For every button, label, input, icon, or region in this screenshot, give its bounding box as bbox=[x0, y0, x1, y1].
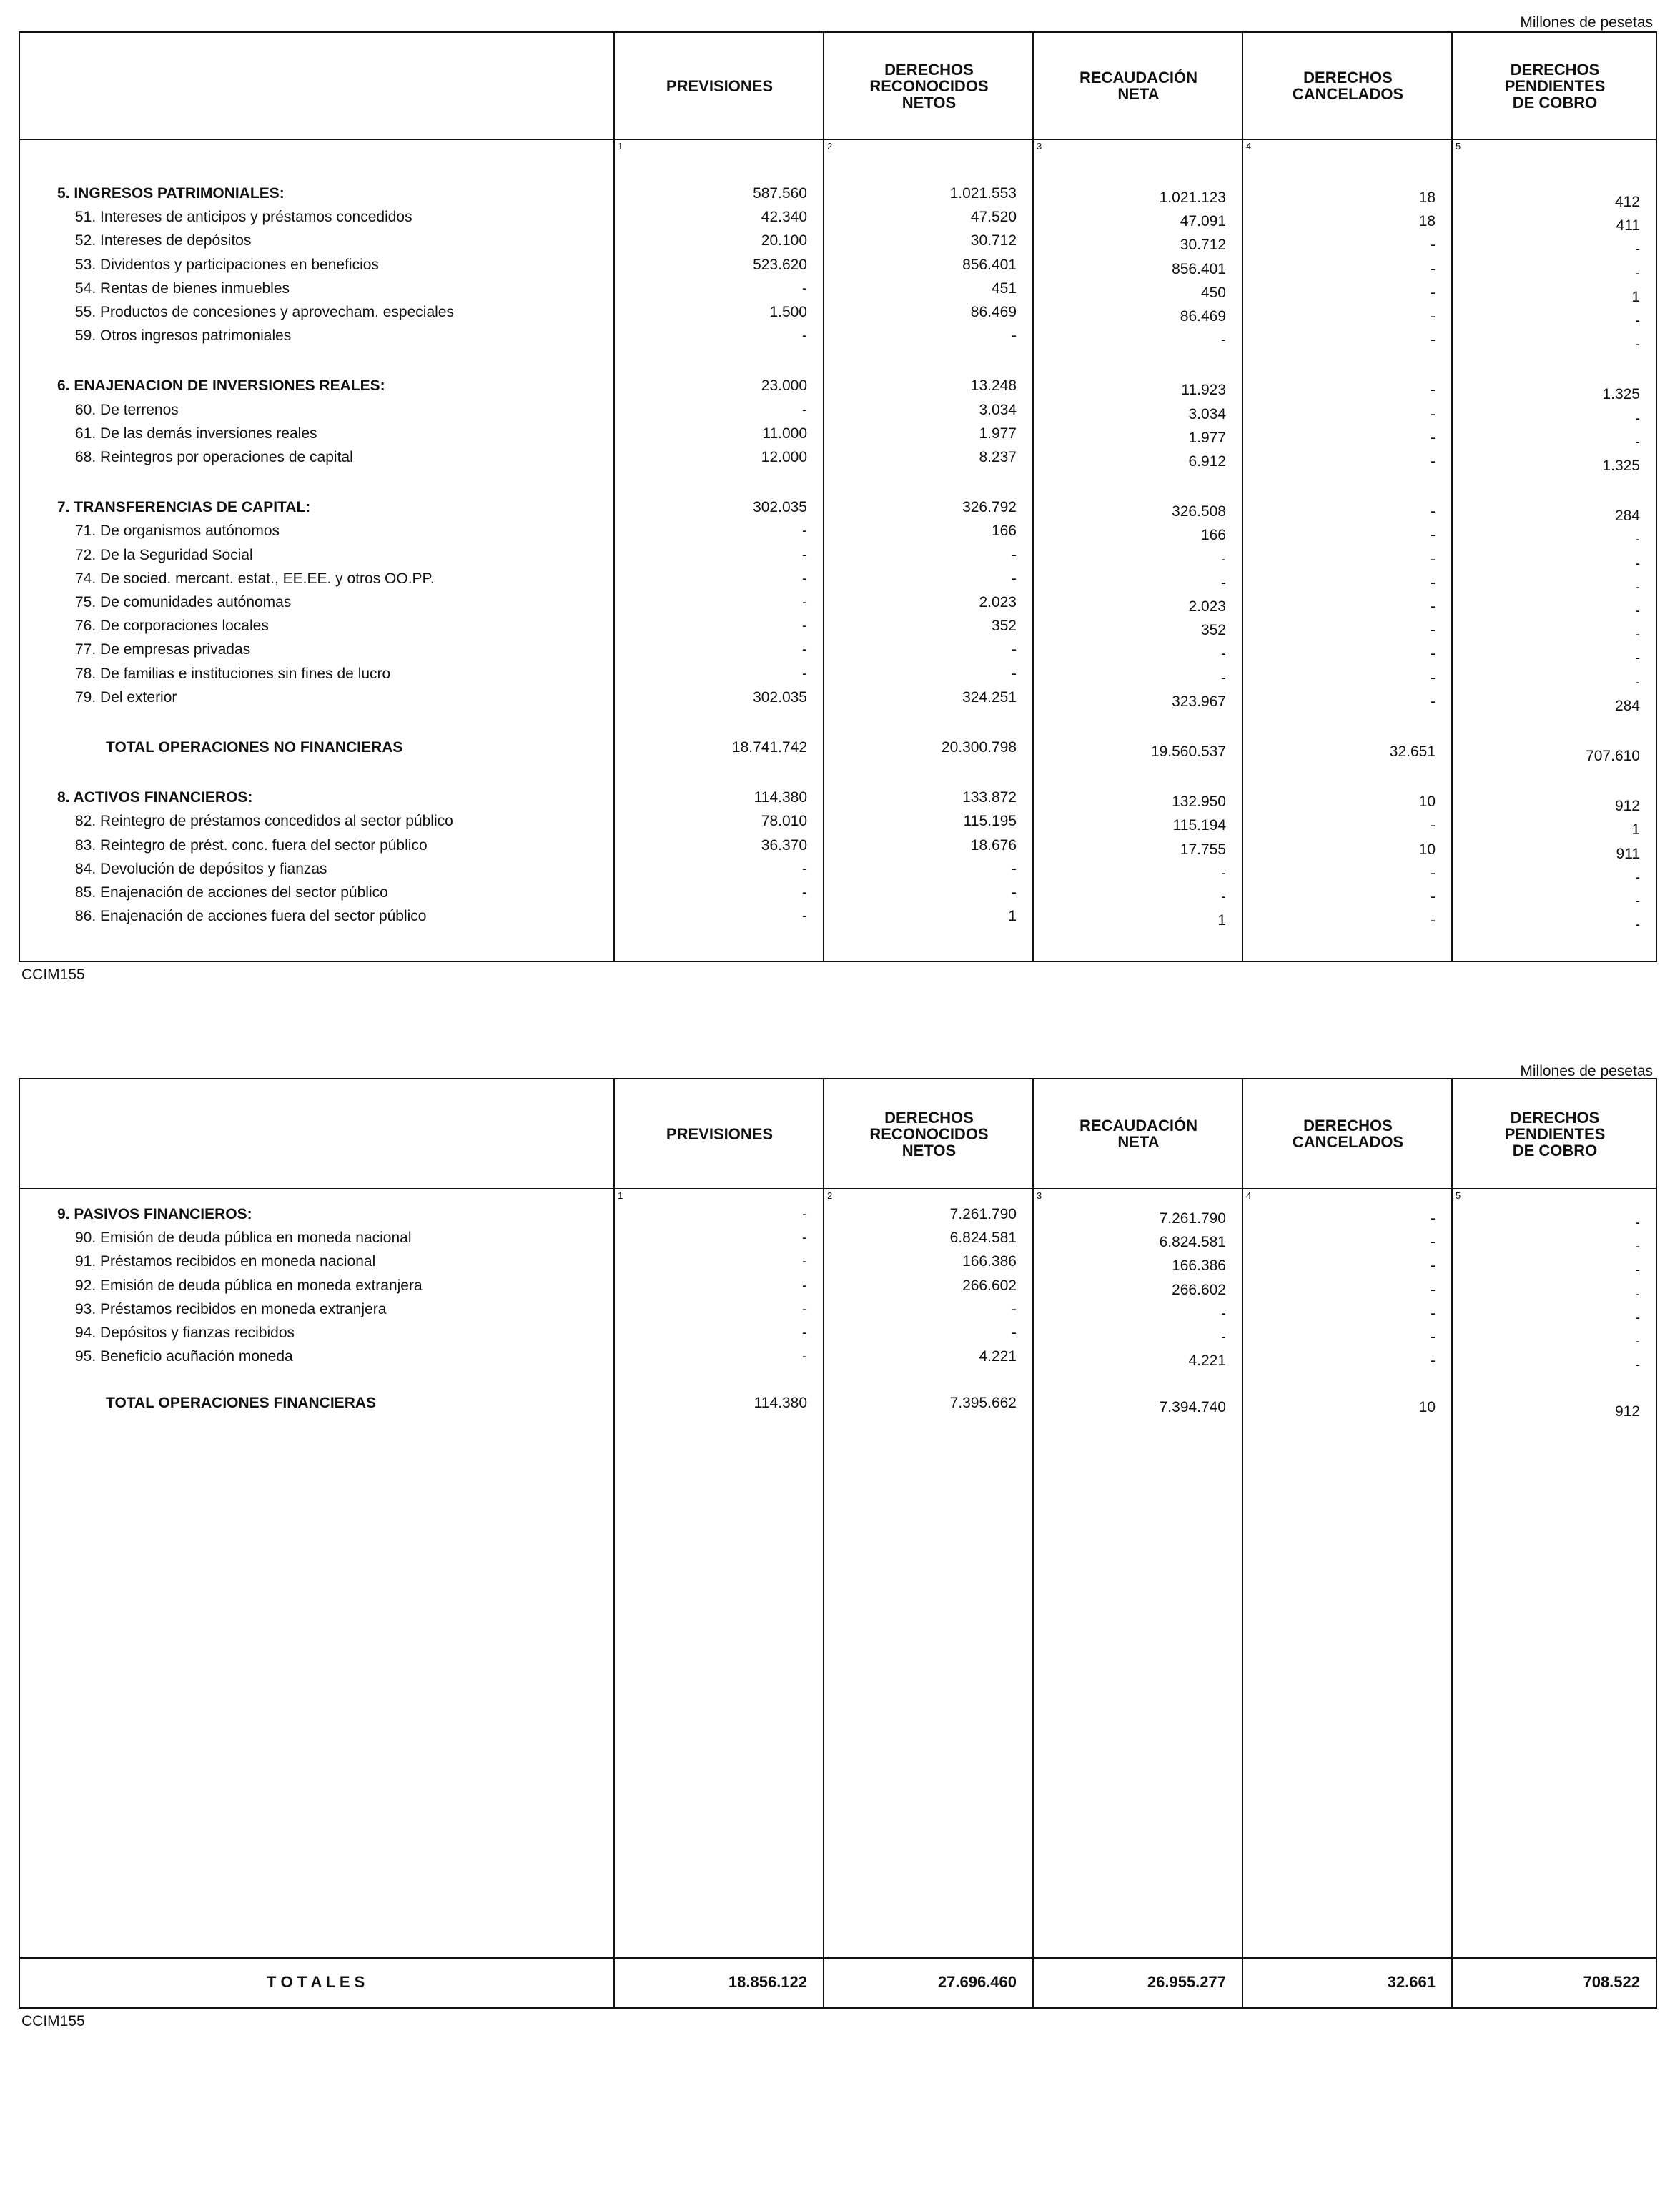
cell-value: 32.651 bbox=[1389, 743, 1436, 760]
row-label: TOTAL OPERACIONES FINANCIERAS bbox=[106, 1395, 377, 1412]
table-row bbox=[20, 543, 1656, 572]
cell-value: 30.712 bbox=[1180, 237, 1226, 254]
cell-value: - bbox=[1431, 550, 1436, 568]
cell-value: - bbox=[1431, 429, 1436, 446]
column-header: DERECHOS CANCELADOS bbox=[1292, 69, 1404, 103]
row-label: 85. Enajenación de acciones del sector público bbox=[75, 884, 388, 901]
cell-value: 133.872 bbox=[962, 789, 1017, 806]
cell-value: 30.712 bbox=[970, 232, 1017, 249]
cell-value: - bbox=[802, 1253, 807, 1270]
cell-value: 42.340 bbox=[761, 209, 807, 226]
cell-value: - bbox=[1635, 1285, 1640, 1302]
row-label: 55. Productos de concesiones y aprovecham. especiales bbox=[75, 304, 454, 320]
cell-value: - bbox=[1012, 546, 1017, 563]
row-label: 84. Devolución de depósitos y fianzas bbox=[75, 860, 327, 877]
cell-value: 587.560 bbox=[753, 185, 807, 202]
cell-value: - bbox=[1431, 912, 1436, 929]
row-label: 91. Préstamos recibidos en moneda nacional bbox=[75, 1253, 376, 1270]
cell-value: 1.977 bbox=[979, 425, 1017, 442]
column-number: 5 bbox=[1456, 141, 1461, 152]
total-row bbox=[20, 736, 1656, 764]
table-row bbox=[20, 324, 1656, 353]
cell-value: - bbox=[1431, 574, 1436, 591]
cell-value: 1.021.123 bbox=[1159, 189, 1226, 206]
cell-value: - bbox=[1012, 570, 1017, 587]
cell-value: 302.035 bbox=[753, 688, 807, 706]
column-header: RECAUDACIÓN NETA bbox=[1079, 69, 1197, 103]
cell-value: - bbox=[1431, 453, 1436, 470]
table-row bbox=[20, 590, 1656, 619]
cell-value: 36.370 bbox=[761, 836, 807, 854]
cell-value: 166 bbox=[1200, 527, 1226, 544]
cell-value: 1 bbox=[1217, 912, 1226, 929]
table-row bbox=[20, 857, 1656, 886]
cell-value: 10 bbox=[1418, 793, 1436, 811]
cell-value: - bbox=[1221, 550, 1226, 568]
totales-value: 708.522 bbox=[1583, 1973, 1640, 1991]
cell-value: - bbox=[1012, 641, 1017, 658]
cell-value: 7.394.740 bbox=[1159, 1399, 1226, 1416]
cell-value: - bbox=[802, 523, 807, 540]
cell-value: - bbox=[1431, 332, 1436, 349]
cell-value: - bbox=[1431, 237, 1436, 254]
cell-value: 1 bbox=[1008, 908, 1017, 925]
unit-label: Millones de pesetas bbox=[1520, 1063, 1653, 1079]
total-row bbox=[20, 1391, 1656, 1420]
cell-value: - bbox=[1635, 1215, 1640, 1231]
section-row bbox=[20, 374, 1656, 403]
header-divider bbox=[20, 139, 1656, 140]
column-number: 4 bbox=[1246, 1190, 1252, 1201]
column-number: 4 bbox=[1246, 141, 1252, 152]
cell-value: - bbox=[802, 327, 807, 345]
row-label: 54. Rentas de bienes inmuebles bbox=[75, 280, 290, 297]
cell-value: - bbox=[1221, 332, 1226, 349]
cell-value: - bbox=[1431, 693, 1436, 710]
table-row bbox=[20, 1297, 1656, 1326]
cell-value: 8.237 bbox=[979, 449, 1017, 465]
row-label: 51. Intereses de anticipos y préstamos concedidos bbox=[75, 209, 412, 226]
cell-value: 326.508 bbox=[1172, 503, 1226, 520]
totales-value: 27.696.460 bbox=[937, 1973, 1017, 1991]
cell-value: 47.520 bbox=[970, 209, 1017, 226]
column-number: 2 bbox=[827, 1190, 833, 1201]
cell-value: - bbox=[802, 570, 807, 587]
column-number: 3 bbox=[1037, 141, 1042, 152]
cell-value: 11.923 bbox=[1181, 382, 1226, 399]
cell-value: - bbox=[1635, 531, 1640, 548]
cell-value: - bbox=[802, 665, 807, 682]
row-label: 83. Reintegro de prést. conc. fuera del sector público bbox=[75, 836, 428, 854]
cell-value: - bbox=[1635, 1357, 1640, 1374]
cell-value: - bbox=[1431, 405, 1436, 422]
cell-value: 18 bbox=[1418, 213, 1436, 230]
totales-row bbox=[20, 1957, 1656, 2007]
cell-value: - bbox=[1635, 264, 1640, 282]
cell-value: - bbox=[1221, 669, 1226, 686]
cell-value: 266.602 bbox=[1172, 1281, 1226, 1298]
cell-value: 20.300.798 bbox=[941, 739, 1017, 756]
cell-value: 17.755 bbox=[1180, 841, 1226, 858]
row-label: 8. ACTIVOS FINANCIEROS: bbox=[57, 789, 253, 806]
cell-value: - bbox=[1221, 889, 1226, 905]
cell-value: - bbox=[1431, 382, 1436, 399]
cell-value: - bbox=[1431, 284, 1436, 301]
row-label: 95. Beneficio acuñación moneda bbox=[75, 1348, 293, 1365]
totales-value: 32.661 bbox=[1387, 1973, 1436, 1991]
cell-value: 3.034 bbox=[979, 401, 1017, 418]
table-row bbox=[20, 253, 1656, 282]
cell-value: 912 bbox=[1614, 1403, 1640, 1420]
column-header: RECAUDACIÓN NETA bbox=[1079, 1117, 1197, 1151]
cell-value: - bbox=[802, 546, 807, 563]
cell-value: - bbox=[1635, 1262, 1640, 1279]
row-label: TOTAL OPERACIONES NO FINANCIERAS bbox=[106, 739, 403, 756]
row-label: 78. De familias e instituciones sin fines de lucro bbox=[75, 665, 391, 682]
row-label: 74. De socied. mercant. estat., EE.EE. y otros OO.PP. bbox=[75, 570, 435, 587]
cell-value: 166 bbox=[991, 523, 1017, 540]
totales-label: T O T A L E S bbox=[267, 1973, 365, 1991]
budget-table-page-2 bbox=[19, 1078, 1657, 2009]
cell-value: - bbox=[1431, 598, 1436, 615]
cell-value: 912 bbox=[1614, 798, 1640, 815]
cell-value: - bbox=[1635, 312, 1640, 329]
table-row bbox=[20, 567, 1656, 595]
cell-value: 78.010 bbox=[761, 813, 807, 830]
cell-value: - bbox=[1012, 884, 1017, 901]
cell-value: - bbox=[1431, 817, 1436, 834]
unit-label: Millones de pesetas bbox=[1520, 14, 1653, 31]
cell-value: - bbox=[1431, 503, 1436, 520]
row-label: 7. TRANSFERENCIAS DE CAPITAL: bbox=[57, 499, 311, 516]
row-label: 52. Intereses de depósitos bbox=[75, 232, 252, 249]
row-label: 90. Emisión de deuda pública en moneda nacional bbox=[75, 1230, 412, 1247]
totales-value: 18.856.122 bbox=[728, 1973, 807, 1991]
cell-value: 47.091 bbox=[1180, 213, 1226, 230]
cell-value: 2.023 bbox=[979, 594, 1017, 610]
table-row bbox=[20, 1274, 1656, 1302]
row-label: 77. De empresas privadas bbox=[75, 641, 251, 658]
table-row bbox=[20, 519, 1656, 548]
row-label: 76. De corporaciones locales bbox=[75, 618, 269, 635]
table-row bbox=[20, 662, 1656, 691]
cell-value: 284 bbox=[1614, 508, 1640, 525]
column-header: DERECHOS CANCELADOS bbox=[1292, 1117, 1404, 1151]
table-row bbox=[20, 638, 1656, 667]
column-header: DERECHOS RECONOCIDOS NETOS bbox=[869, 1108, 989, 1159]
section-row bbox=[20, 495, 1656, 525]
cell-value: 1.500 bbox=[769, 304, 807, 320]
cell-value: - bbox=[802, 860, 807, 877]
row-label: 82. Reintegro de préstamos concedidos al sector público bbox=[75, 813, 453, 830]
cell-value: 323.967 bbox=[1172, 693, 1226, 710]
cell-value: 1 bbox=[1631, 288, 1640, 305]
cell-value: 18.676 bbox=[970, 836, 1017, 854]
cell-value: - bbox=[1431, 527, 1436, 544]
cell-value: 1.021.553 bbox=[949, 185, 1017, 202]
cell-value: 13.248 bbox=[970, 377, 1017, 395]
cell-value: - bbox=[1431, 889, 1436, 905]
cell-value: - bbox=[802, 1348, 807, 1365]
cell-value: - bbox=[1635, 869, 1640, 886]
cell-value: - bbox=[1635, 626, 1640, 643]
cell-value: 1.325 bbox=[1602, 458, 1640, 474]
cell-value: - bbox=[1431, 1257, 1436, 1275]
cell-value: - bbox=[802, 908, 807, 925]
cell-value: 18.741.742 bbox=[731, 739, 807, 756]
cell-value: - bbox=[1635, 555, 1640, 572]
cell-value: 114.380 bbox=[753, 789, 807, 806]
cell-value: - bbox=[1431, 1281, 1436, 1298]
cell-value: - bbox=[1635, 410, 1640, 427]
table-row bbox=[20, 205, 1656, 234]
cell-value: 18 bbox=[1418, 189, 1436, 206]
cell-value: 3.034 bbox=[1188, 405, 1226, 422]
cell-value: - bbox=[1431, 646, 1436, 663]
row-label: 61. De las demás inversiones reales bbox=[75, 425, 317, 442]
cell-value: 132.950 bbox=[1172, 793, 1226, 811]
cell-value: 20.100 bbox=[761, 232, 807, 249]
cell-value: 115.194 bbox=[1172, 817, 1226, 834]
cell-value: - bbox=[1635, 603, 1640, 619]
cell-value: 302.035 bbox=[753, 499, 807, 516]
cell-value: - bbox=[1012, 1300, 1017, 1317]
column-number: 3 bbox=[1037, 1190, 1042, 1201]
cell-value: - bbox=[1431, 1305, 1436, 1322]
cell-value: 114.380 bbox=[753, 1395, 807, 1412]
header-divider bbox=[20, 1188, 1656, 1190]
cell-value: 12.000 bbox=[761, 449, 807, 465]
row-label: 93. Préstamos recibidos en moneda extranjera bbox=[75, 1300, 387, 1317]
cell-value: 1.977 bbox=[1188, 429, 1226, 446]
row-label: 5. INGRESOS PATRIMONIALES: bbox=[57, 185, 285, 202]
table-row bbox=[20, 277, 1656, 305]
table-row bbox=[20, 1321, 1656, 1350]
cell-value: - bbox=[1635, 241, 1640, 258]
cell-value: 19.560.537 bbox=[1150, 743, 1226, 760]
table-row bbox=[20, 686, 1656, 714]
cell-value: - bbox=[802, 1277, 807, 1294]
cell-value: 2.023 bbox=[1188, 598, 1226, 615]
cell-value: 352 bbox=[1200, 622, 1226, 639]
cell-value: 6.912 bbox=[1188, 453, 1226, 470]
table-row bbox=[20, 614, 1656, 643]
cell-value: - bbox=[1221, 1305, 1226, 1322]
cell-value: - bbox=[802, 884, 807, 901]
cell-value: 10 bbox=[1418, 1399, 1436, 1416]
row-label: 60. De terrenos bbox=[75, 401, 179, 418]
totales-value: 26.955.277 bbox=[1147, 1973, 1226, 1991]
cell-value: - bbox=[1221, 864, 1226, 881]
cell-value: - bbox=[802, 401, 807, 418]
cell-value: - bbox=[802, 1300, 807, 1317]
cell-value: - bbox=[1221, 1329, 1226, 1345]
cell-value: 352 bbox=[991, 618, 1017, 635]
row-label: 79. Del exterior bbox=[75, 688, 177, 706]
cell-value: - bbox=[1635, 1333, 1640, 1350]
column-header: DERECHOS RECONOCIDOS NETOS bbox=[869, 60, 989, 112]
cell-value: 856.401 bbox=[1172, 260, 1226, 277]
table-row bbox=[20, 1345, 1656, 1374]
cell-value: 1.325 bbox=[1602, 386, 1640, 403]
cell-value: - bbox=[802, 618, 807, 635]
cell-value: 166.386 bbox=[1172, 1257, 1226, 1275]
row-label: 75. De comunidades autónomas bbox=[75, 594, 292, 610]
table-row bbox=[20, 1250, 1656, 1279]
column-number: 1 bbox=[618, 1190, 623, 1201]
column-header: PREVISIONES bbox=[666, 76, 774, 95]
cell-value: 707.610 bbox=[1586, 748, 1640, 764]
cell-value: - bbox=[802, 641, 807, 658]
cell-value: 23.000 bbox=[761, 377, 807, 395]
cell-value: - bbox=[1635, 336, 1640, 353]
cell-value: - bbox=[1431, 622, 1436, 639]
cell-value: - bbox=[1221, 574, 1226, 591]
section-row bbox=[20, 1202, 1656, 1231]
cell-value: - bbox=[1431, 1234, 1436, 1251]
budget-table-page-1 bbox=[19, 31, 1657, 962]
column-number: 2 bbox=[827, 141, 833, 152]
table-row bbox=[20, 229, 1656, 258]
table-row bbox=[20, 809, 1656, 839]
column-number: 1 bbox=[618, 141, 623, 152]
cell-value: - bbox=[1635, 1238, 1640, 1255]
cell-value: 523.620 bbox=[753, 256, 807, 273]
cell-value: 4.221 bbox=[979, 1348, 1017, 1365]
cell-value: 7.261.790 bbox=[949, 1206, 1017, 1222]
footer-code: CCIM155 bbox=[21, 966, 85, 983]
column-header: DERECHOS PENDIENTES DE COBRO bbox=[1504, 1108, 1606, 1159]
cell-value: 412 bbox=[1614, 194, 1640, 210]
cell-value: - bbox=[1431, 1210, 1436, 1227]
cell-value: 6.824.581 bbox=[949, 1230, 1017, 1247]
cell-value: - bbox=[1635, 650, 1640, 667]
table-row bbox=[20, 398, 1656, 427]
cell-value: 7.395.662 bbox=[949, 1395, 1017, 1412]
table-row bbox=[20, 300, 1656, 329]
cell-value: 284 bbox=[1614, 697, 1640, 714]
cell-value: - bbox=[1431, 864, 1436, 881]
cell-value: - bbox=[1431, 669, 1436, 686]
cell-value: 11.000 bbox=[762, 425, 807, 442]
cell-value: 450 bbox=[1200, 284, 1226, 301]
cell-value: - bbox=[1635, 433, 1640, 450]
row-label: 71. De organismos autónomos bbox=[75, 523, 280, 540]
cell-value: 7.261.790 bbox=[1159, 1210, 1226, 1227]
cell-value: - bbox=[802, 1206, 807, 1222]
cell-value: 411 bbox=[1616, 217, 1640, 234]
cell-value: - bbox=[1221, 646, 1226, 663]
row-label: 72. De la Seguridad Social bbox=[75, 546, 253, 563]
cell-value: - bbox=[802, 1230, 807, 1247]
cell-value: 856.401 bbox=[962, 256, 1017, 273]
section-row bbox=[20, 786, 1656, 815]
row-label: 59. Otros ingresos patrimoniales bbox=[75, 327, 292, 345]
column-number: 5 bbox=[1456, 1190, 1461, 1201]
section-row bbox=[20, 182, 1656, 210]
cell-value: - bbox=[1431, 1329, 1436, 1345]
cell-value: - bbox=[1012, 1325, 1017, 1341]
cell-value: 4.221 bbox=[1188, 1352, 1226, 1370]
cell-value: - bbox=[1635, 1309, 1640, 1326]
cell-value: 86.469 bbox=[1180, 308, 1226, 325]
table-row bbox=[20, 834, 1656, 862]
cell-value: - bbox=[1012, 665, 1017, 682]
cell-value: 911 bbox=[1616, 845, 1640, 862]
row-label: 9. PASIVOS FINANCIEROS: bbox=[57, 1206, 252, 1222]
cell-value: - bbox=[1431, 1352, 1436, 1370]
cell-value: - bbox=[802, 280, 807, 297]
cell-value: - bbox=[1635, 578, 1640, 595]
cell-value: 10 bbox=[1418, 841, 1436, 858]
row-label: 86. Enajenación de acciones fuera del sector público bbox=[75, 908, 427, 925]
cell-value: 166.386 bbox=[962, 1253, 1017, 1270]
table-row bbox=[20, 881, 1656, 909]
row-label: 6. ENAJENACION DE INVERSIONES REALES: bbox=[57, 377, 385, 395]
cell-value: - bbox=[1012, 327, 1017, 345]
cell-value: - bbox=[802, 594, 807, 610]
column-header: PREVISIONES bbox=[666, 1124, 774, 1143]
cell-value: - bbox=[1635, 673, 1640, 691]
cell-value: - bbox=[1012, 860, 1017, 877]
row-label: 53. Dividentos y participaciones en beneficios bbox=[75, 256, 379, 273]
row-label: 92. Emisión de deuda pública en moneda extranjera bbox=[75, 1277, 423, 1294]
table-row bbox=[20, 904, 1656, 934]
table-row bbox=[20, 1226, 1656, 1255]
cell-value: 451 bbox=[991, 280, 1017, 297]
table-row bbox=[20, 422, 1656, 450]
cell-value: - bbox=[1431, 308, 1436, 325]
row-label: 68. Reintegros por operaciones de capital bbox=[75, 449, 353, 465]
cell-value: 326.792 bbox=[962, 499, 1017, 516]
cell-value: - bbox=[802, 1325, 807, 1341]
cell-value: - bbox=[1635, 916, 1640, 934]
cell-value: - bbox=[1635, 893, 1640, 909]
table-row bbox=[20, 445, 1656, 474]
cell-value: 86.469 bbox=[970, 304, 1017, 320]
cell-value: 324.251 bbox=[962, 688, 1017, 706]
cell-value: 115.195 bbox=[963, 813, 1017, 830]
cell-value: 6.824.581 bbox=[1159, 1234, 1226, 1251]
cell-value: - bbox=[1431, 260, 1436, 277]
column-header: DERECHOS PENDIENTES DE COBRO bbox=[1504, 60, 1606, 112]
footer-code: CCIM155 bbox=[21, 2013, 85, 2029]
cell-value: 266.602 bbox=[962, 1277, 1017, 1294]
cell-value: 1 bbox=[1631, 821, 1640, 839]
row-label: 94. Depósitos y fianzas recibidos bbox=[75, 1325, 295, 1341]
